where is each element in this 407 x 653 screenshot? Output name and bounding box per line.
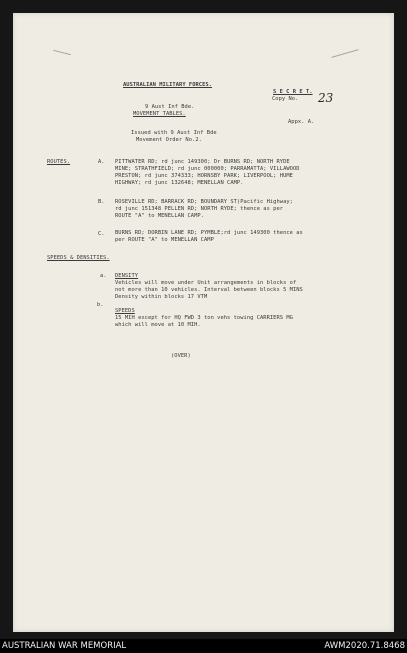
copy-number-label: Copy No. <box>272 96 299 102</box>
speed-letter: a. <box>100 273 107 279</box>
route-letter: C. <box>98 231 105 237</box>
route-line: ROSEVILLE RD; BARRACK RD; BOUNDARY ST(Pacific Highway; <box>115 199 293 205</box>
appendix-label: Appx. A. <box>288 119 315 125</box>
speed-line: Density within blocks 17 VTM <box>115 294 208 300</box>
subheading: MOVEMENT TABLES. <box>133 111 186 117</box>
speed-letter: b. <box>97 302 104 308</box>
issued-line-2: Movement Order No.2. <box>136 137 202 143</box>
speed-line: which will move at 10 MIH. <box>115 322 201 328</box>
route-line: PRESTON; rd junc 374333; HORNSBY PARK; LIVERPOOL; HUME <box>115 173 293 179</box>
pencil-mark <box>331 49 358 58</box>
issued-line-1: Issued with 9 Aust Inf Bde <box>131 130 217 136</box>
route-line: ROUTE "A" to MENELLAN CAMP. <box>115 213 204 219</box>
speeds-heading: SPEEDS & DENSITIES. <box>47 255 110 261</box>
route-letter: A. <box>98 159 105 165</box>
route-letter: B. <box>98 199 105 205</box>
route-line: per ROUTE "A" to MENELLAN CAMP <box>115 237 214 243</box>
route-line: MINE; STRATHFIELD; rd junc 000000; PARRAMATTA; VILLAWOOD <box>115 166 300 172</box>
unit-name: 9 Aust Inf Bde. <box>145 104 195 110</box>
over-indicator: (OVER) <box>171 353 191 359</box>
document-page <box>13 13 394 632</box>
speed-title: DENSITY <box>115 273 139 279</box>
archive-footer <box>0 639 407 653</box>
route-line: BURNS RD; DORBIN LANE RD; PYMBLE;rd junc 149300 thence as <box>115 230 303 236</box>
archive-reference: AWM2020.71.8468 <box>324 641 405 651</box>
archive-name: AUSTRALIAN WAR MEMORIAL <box>2 641 127 651</box>
routes-heading: ROUTES. <box>47 159 71 165</box>
route-line: rd junc 151348 PELLEN RD; NORTH RYDE; thence as per <box>115 206 284 212</box>
route-line: HIGHWAY; rd junc 132648; MENELLAN CAMP. <box>115 180 244 186</box>
secrecy-marking: S E C R E T. <box>273 89 313 95</box>
route-line: PITTWATER RD; rd junc 149300; Dr BURNS RD; NORTH RYDE <box>115 159 290 165</box>
document-heading: AUSTRALIAN MILITARY FORCES. <box>123 82 212 88</box>
speed-line: Vehicles will move under Unit arrangements in blocks of <box>115 280 297 286</box>
speed-line: not more than 10 vehicles. Interval between blocks 5 MINS <box>115 287 303 293</box>
copy-number-handwritten: 23 <box>318 91 334 105</box>
pencil-mark <box>53 50 71 55</box>
speed-title: SPEEDS <box>115 308 135 314</box>
speed-line: 15 MIH except for HQ FWD 3 ton vehs towing CARRIERS MG <box>115 315 293 321</box>
